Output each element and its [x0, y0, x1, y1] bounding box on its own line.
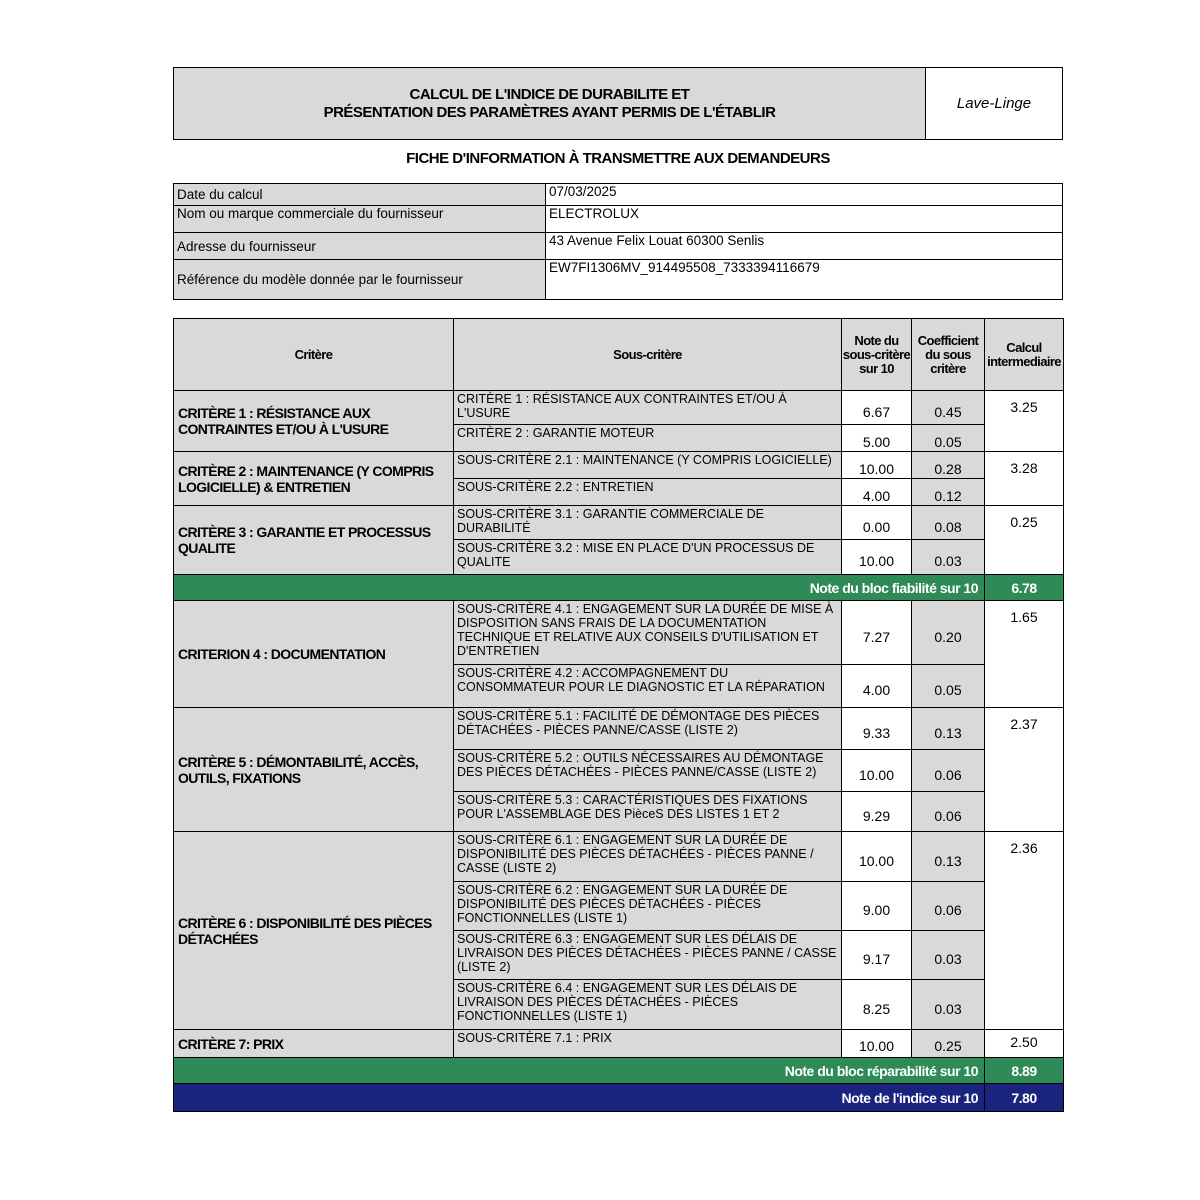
subcriterion-note: 7.27 [842, 601, 912, 665]
col-header-calcul: Calcul intermediaire [985, 319, 1064, 391]
col-header-note: Note du sous-critère sur 10 [842, 319, 912, 391]
subcriterion-note: 10.00 [842, 452, 912, 479]
table-row [174, 391, 1064, 425]
product-type: Lave-Linge [956, 95, 1032, 112]
intermediate-calc: 0.25 [985, 506, 1064, 575]
subcriterion-label: SOUS-CRITÈRE 7.1 : PRIX [454, 1030, 842, 1058]
subcriterion-coef: 0.06 [912, 750, 985, 792]
subcriterion-label: SOUS-CRITÈRE 5.1 : FACILITÉ DE DÉMONTAGE DES PIÈCES DÉTACHÉES - PIÈCES PANNE/CASSE (LISTE 2) [454, 708, 842, 750]
subcriterion-note: 0.00 [842, 506, 912, 540]
reference-label: Référence du modèle donnée par le fournisseur [174, 260, 546, 300]
subcriterion-label: SOUS-CRITÈRE 5.3 : CARACTÉRISTIQUES DES FIXATIONS POUR L'ASSEMBLAGE DES PièceS DES LISTES 1 ET 2 [454, 792, 842, 832]
intermediate-calc: 1.65 [985, 601, 1064, 708]
subcriterion-label: SOUS-CRITÈRE 4.1 : ENGAGEMENT SUR LA DURÉE DE MISE À DISPOSITION SANS FRAIS DE LA DOCUMENTATION TECHNIQUE ET RELATIVE AUX CONSEILS D'UTILISATION ET D'ENTRETIEN [454, 601, 842, 665]
criterion-label: CRITÈRE 3 : GARANTIE ET PROCESSUS QUALITE [174, 506, 454, 575]
reference-value: EW7FI1306MV_914495508_7333394116679 [546, 260, 1063, 300]
info-row-address [174, 233, 1063, 260]
bloc-reparabilite-row [174, 1058, 1064, 1084]
subcriterion-coef: 0.05 [912, 425, 985, 452]
subcriterion-note: 10.00 [842, 540, 912, 575]
subcriterion-label: SOUS-CRITÈRE 2.1 : MAINTENANCE (Y COMPRIS LOGICIELLE) [454, 452, 842, 479]
intermediate-calc: 2.36 [985, 832, 1064, 1030]
subcriterion-label: SOUS-CRITÈRE 4.2 : ACCOMPAGNEMENT DU CONSOMMATEUR POUR LE DIAGNOSTIC ET LA RÉPARATION [454, 665, 842, 708]
criterion-label: CRITERION 4 : DOCUMENTATION [174, 601, 454, 708]
subcriterion-label: SOUS-CRITÈRE 6.4 : ENGAGEMENT SUR LES DÉLAIS DE LIVRAISON DES PIÈCES DÉTACHÉES - PIÈCES FONCTIONNELLES (LISTE 1) [454, 980, 842, 1030]
criterion-label: CRITÈRE 6 : DISPONIBILITÉ DES PIÈCES DÉTACHÉES [174, 832, 454, 1030]
subcriterion-note: 5.00 [842, 425, 912, 452]
document-header [173, 67, 1063, 140]
bloc-fiabilite-label: Note du bloc fiabilité sur 10 [174, 575, 985, 601]
criterion-label: CRITÈRE 2 : MAINTENANCE (Y COMPRIS LOGICIELLE) & ENTRETIEN [174, 452, 454, 506]
subcriterion-label: CRITÈRE 2 : GARANTIE MOTEUR [454, 425, 842, 452]
subcriterion-coef: 0.20 [912, 601, 985, 665]
info-row-date [174, 184, 1063, 206]
subcriterion-coef: 0.13 [912, 708, 985, 750]
subcriterion-coef: 0.12 [912, 479, 985, 506]
subcriterion-coef: 0.03 [912, 980, 985, 1030]
table-row [174, 1030, 1064, 1058]
intermediate-calc: 3.28 [985, 452, 1064, 506]
title-line-1: CALCUL DE L'INDICE DE DURABILITE ET [409, 85, 690, 103]
name-label: Nom ou marque commerciale du fournisseur [174, 206, 546, 233]
info-row-name [174, 206, 1063, 233]
subcriterion-note: 4.00 [842, 479, 912, 506]
subcriterion-coef: 0.06 [912, 882, 985, 931]
supplier-info-table [173, 183, 1063, 300]
subcriterion-note: 9.33 [842, 708, 912, 750]
subcriterion-label: SOUS-CRITÈRE 3.1 : GARANTIE COMMERCIALE DE DURABILITÉ [454, 506, 842, 540]
intermediate-calc: 3.25 [985, 391, 1064, 452]
subcriterion-label: SOUS-CRITÈRE 6.3 : ENGAGEMENT SUR LES DÉLAIS DE LIVRAISON DES PIÈCES DÉTACHÉES - PIÈCES PANNE / CASSE (LISTE 2) [454, 931, 842, 980]
subcriterion-coef: 0.03 [912, 931, 985, 980]
table-header-row [174, 319, 1064, 391]
subcriterion-note: 10.00 [842, 750, 912, 792]
subcriterion-note: 9.29 [842, 792, 912, 832]
subcriterion-label: SOUS-CRITÈRE 5.2 : OUTILS NÉCESSAIRES AU DÉMONTAGE DES PIÈCES DÉTACHÉES - PIÈCES PANNE/CASSE (LISTE 2) [454, 750, 842, 792]
date-label: Date du calcul [174, 184, 546, 206]
name-value: ELECTROLUX [546, 206, 1063, 233]
table-row [174, 708, 1064, 750]
subcriterion-note: 9.17 [842, 931, 912, 980]
col-header-critere: Critère [174, 319, 454, 391]
criterion-label: CRITÈRE 7: PRIX [174, 1030, 454, 1058]
subcriterion-coef: 0.08 [912, 506, 985, 540]
subcriterion-coef: 0.06 [912, 792, 985, 832]
table-row [174, 506, 1064, 540]
indice-value: 7.80 [985, 1084, 1064, 1112]
title-line-2: PRÉSENTATION DES PARAMÈTRES AYANT PERMIS DE L'ÉTABLIR [323, 103, 776, 121]
bloc-fiabilite-row [174, 575, 1064, 601]
date-value: 07/03/2025 [546, 184, 1063, 206]
subcriterion-note: 8.25 [842, 980, 912, 1030]
col-header-sous-critere: Sous-critère [454, 319, 842, 391]
subcriterion-coef: 0.03 [912, 540, 985, 575]
subcriterion-coef: 0.25 [912, 1030, 985, 1058]
address-value: 43 Avenue Felix Louat 60300 Senlis [546, 233, 1063, 260]
criterion-label: CRITÈRE 1 : RÉSISTANCE AUX CONTRAINTES ET/OU À L'USURE [174, 391, 454, 452]
durability-table [173, 318, 1064, 1112]
subcriterion-coef: 0.13 [912, 832, 985, 882]
subcriterion-label: CRITÈRE 1 : RÉSISTANCE AUX CONTRAINTES ET/OU À L'USURE [454, 391, 842, 425]
table-row [174, 452, 1064, 479]
subcriterion-label: SOUS-CRITÈRE 6.1 : ENGAGEMENT SUR LA DURÉE DE DISPONIBILITÉ DES PIÈCES DÉTACHÉES - PIÈCES PANNE / CASSE (LISTE 2) [454, 832, 842, 882]
subcriterion-note: 6.67 [842, 391, 912, 425]
subcriterion-note: 4.00 [842, 665, 912, 708]
info-row-reference [174, 260, 1063, 300]
indice-row [174, 1084, 1064, 1112]
subcriterion-coef: 0.45 [912, 391, 985, 425]
document-subtitle: FICHE D'INFORMATION À TRANSMETTRE AUX DEMANDEURS [406, 150, 830, 167]
table-row [174, 601, 1064, 665]
subcriterion-label: SOUS-CRITÈRE 3.2 : MISE EN PLACE D'UN PROCESSUS DE QUALITE [454, 540, 842, 575]
subcriterion-coef: 0.05 [912, 665, 985, 708]
criterion-label: CRITÈRE 5 : DÉMONTABILITÉ, ACCÈS, OUTILS, FIXATIONS [174, 708, 454, 832]
bloc-reparabilite-label: Note du bloc réparabilité sur 10 [174, 1058, 985, 1084]
subcriterion-label: SOUS-CRITÈRE 6.2 : ENGAGEMENT SUR LA DURÉE DE DISPONIBILITÉ DES PIÈCES DÉTACHÉES - PIÈCES FONCTIONNELLES (LISTE 1) [454, 882, 842, 931]
intermediate-calc: 2.50 [985, 1030, 1064, 1058]
table-row [174, 832, 1064, 882]
indice-label: Note de l'indice sur 10 [174, 1084, 985, 1112]
subcriterion-label: SOUS-CRITÈRE 2.2 : ENTRETIEN [454, 479, 842, 506]
address-label: Adresse du fournisseur [174, 233, 546, 260]
subcriterion-coef: 0.28 [912, 452, 985, 479]
subcriterion-note: 9.00 [842, 882, 912, 931]
bloc-fiabilite-value: 6.78 [985, 575, 1064, 601]
document-title [174, 68, 926, 139]
intermediate-calc: 2.37 [985, 708, 1064, 832]
subcriterion-note: 10.00 [842, 832, 912, 882]
subcriterion-note: 10.00 [842, 1030, 912, 1058]
col-header-coef: Coefficient du sous critère [912, 319, 985, 391]
bloc-reparabilite-value: 8.89 [985, 1058, 1064, 1084]
